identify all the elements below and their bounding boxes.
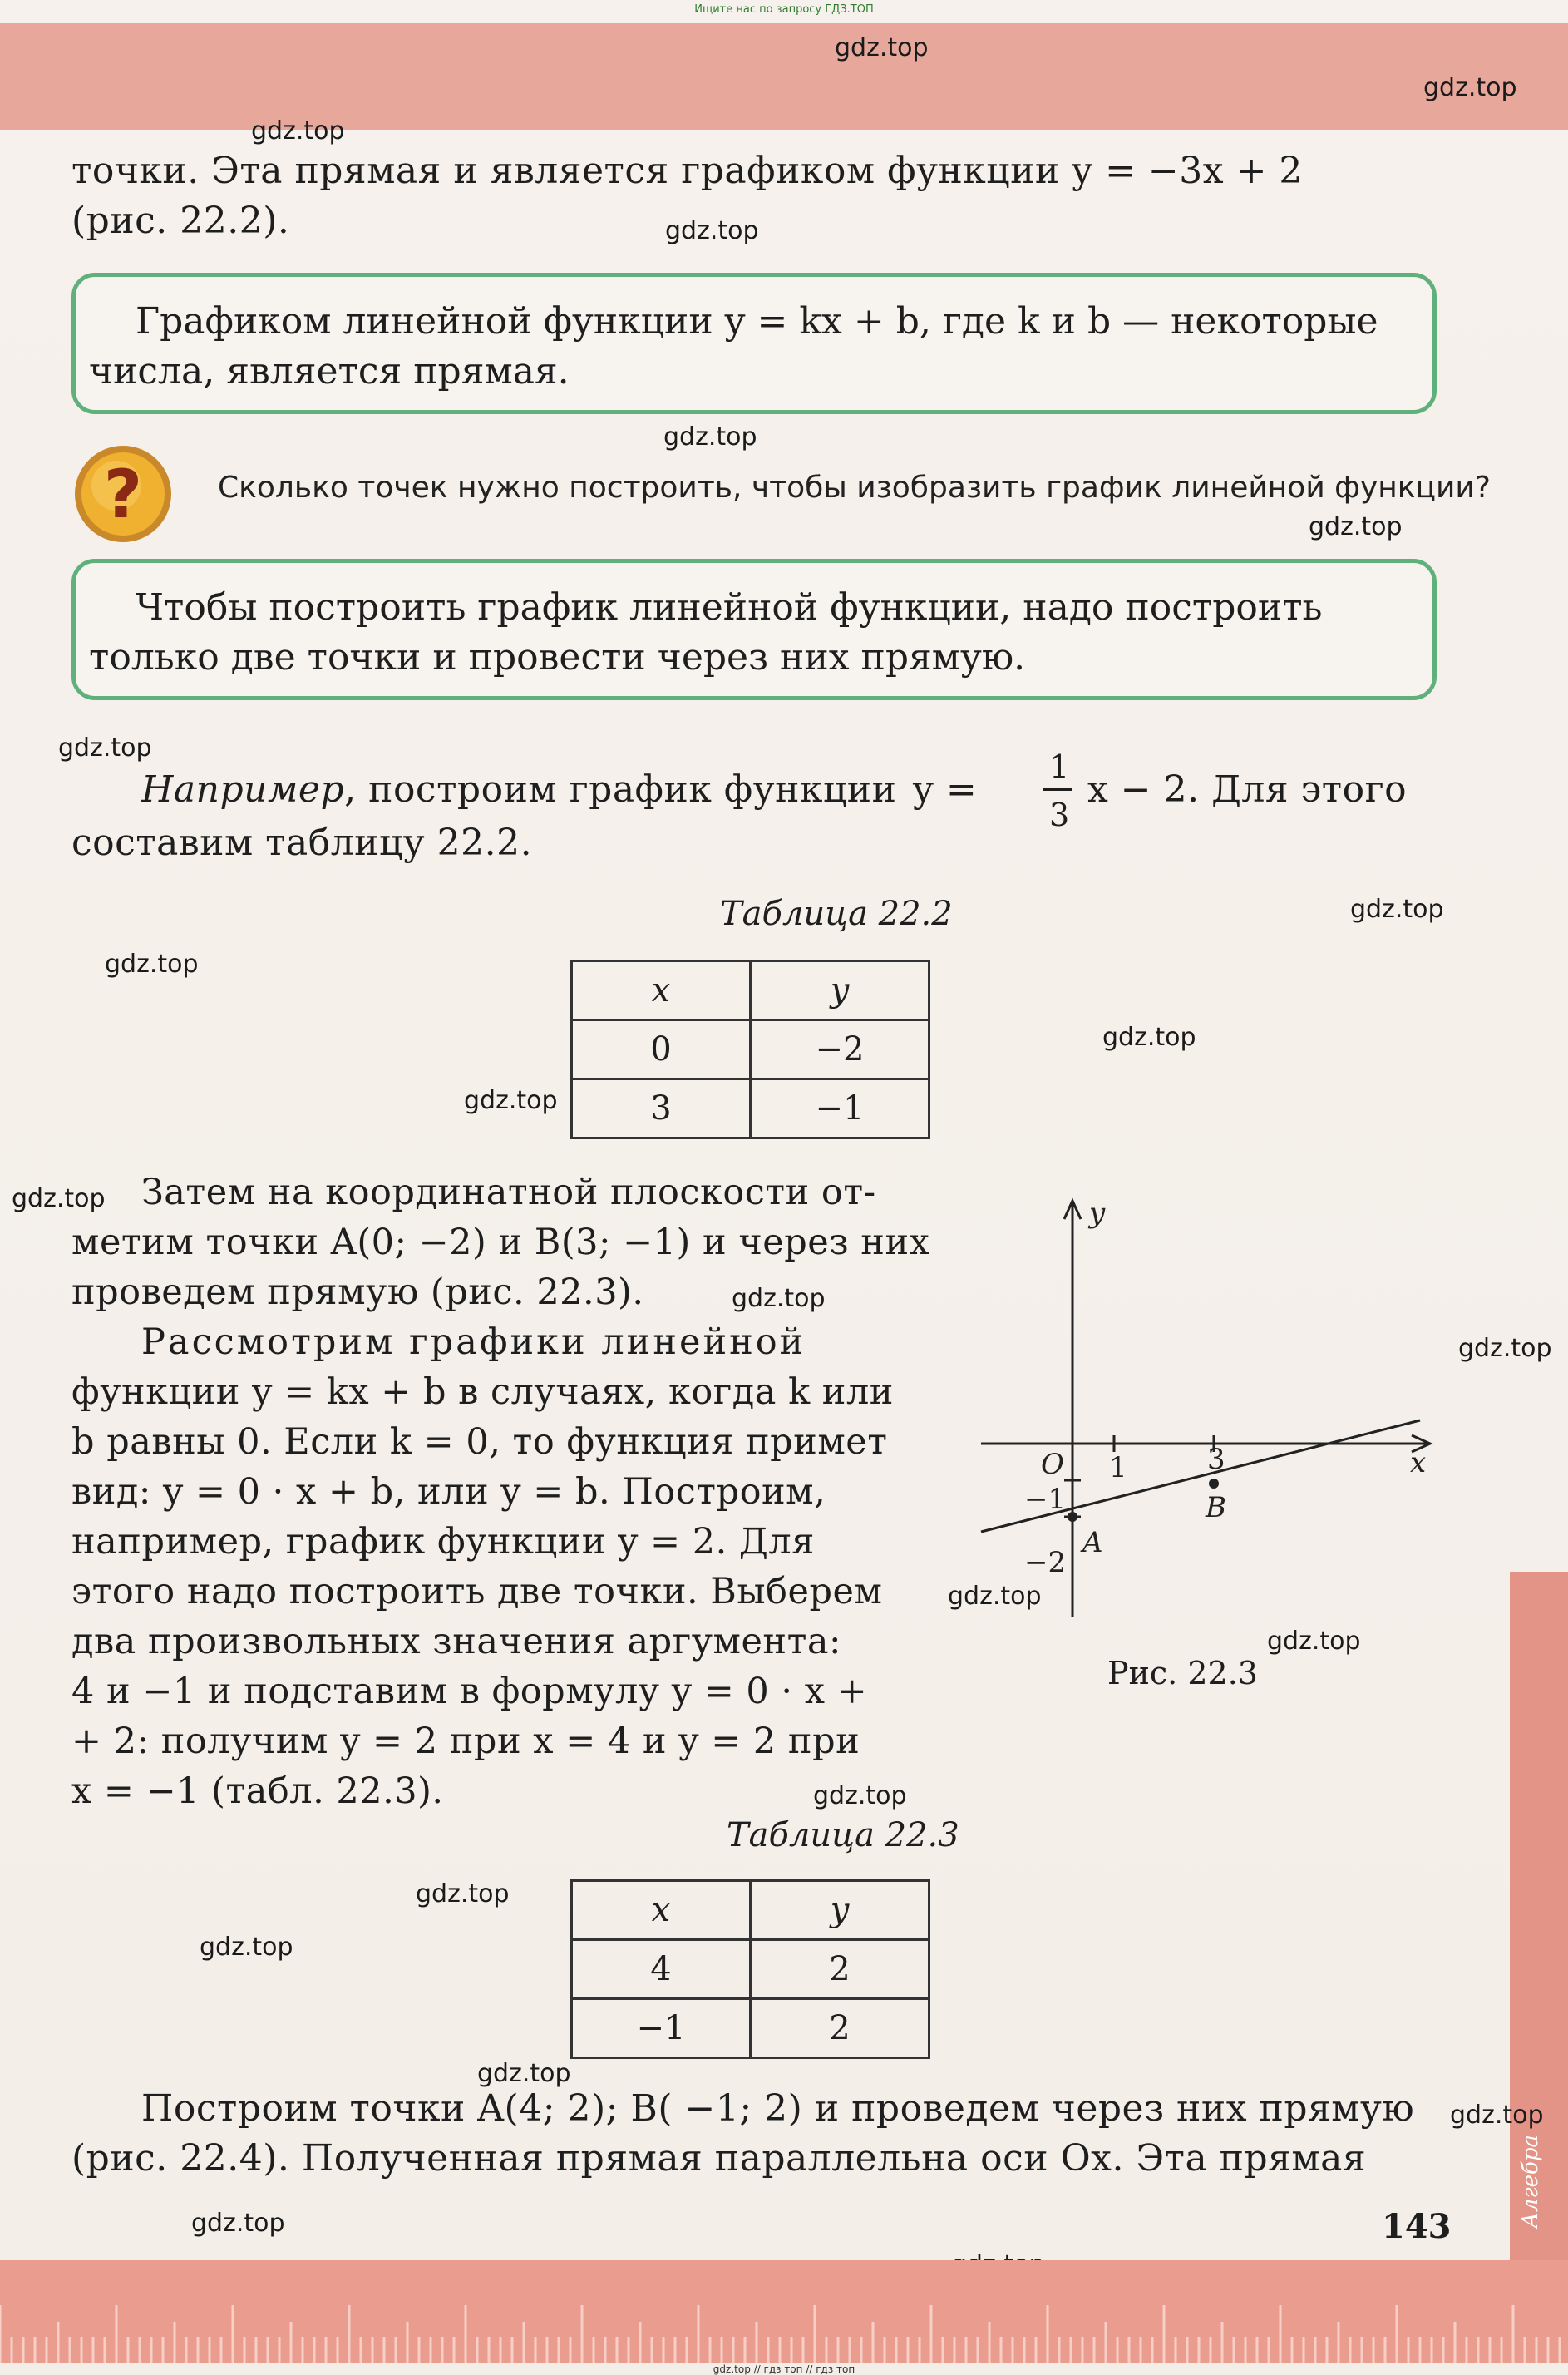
fraction-numerator: 1 (1049, 748, 1070, 785)
table-caption: Таблица 22.3 (727, 1816, 959, 1854)
point-a-label: A (1082, 1526, 1103, 1559)
body-line: b равны 0. Если k = 0, то функция примет (71, 1421, 888, 1463)
watermark: gdz.top (1350, 895, 1444, 924)
table-cell: 3 (572, 1079, 751, 1138)
formula-rhs: x − 2. Для этого (1087, 768, 1408, 811)
watermark: gdz.top (58, 733, 152, 763)
table-header-cell: x (572, 1881, 751, 1940)
table-cell: 2 (751, 1999, 929, 2058)
watermark: gdz.top (663, 422, 757, 452)
watermark: gdz.top (1309, 512, 1403, 541)
question-mark-icon (71, 442, 175, 546)
bottom-watermark-banner: gdz.top // гдз топ // гдз топ (713, 2363, 855, 2375)
table-row (572, 1020, 929, 1079)
values-table (570, 1879, 930, 2059)
origin-label: O (1041, 1448, 1064, 1481)
formula-lhs: y = (913, 768, 978, 811)
closing-paragraph (71, 2084, 1452, 2184)
watermark: gdz.top (835, 33, 929, 62)
body-line: вид: y = 0 · x + b, или y = b. Построим, (71, 1471, 826, 1513)
values-table (570, 960, 930, 1139)
watermark: gdz.top (813, 1781, 907, 1810)
watermark: gdz.top (1423, 73, 1517, 102)
table-cell: 4 (572, 1940, 751, 1999)
ruler-ticks (0, 2260, 1568, 2363)
y-axis-label: y (1089, 1197, 1106, 1230)
table-header-cell: y (751, 961, 929, 1020)
example-text: , построим график функции (344, 768, 897, 811)
table-row (572, 1940, 929, 1999)
watermark: gdz.top (1458, 1334, 1552, 1363)
definition-line: Графиком линейной функции y = kx + b, где k и b — некоторые (136, 300, 1378, 343)
example-line: составим таблицу 22.2. (71, 822, 533, 864)
watermark: gdz.top (1450, 2101, 1544, 2130)
table-caption: Таблица 22.2 (720, 895, 953, 933)
body-line: например, график функции y = 2. Для (71, 1521, 815, 1563)
closing-line: (рис. 22.4). Полученная прямая параллельна оси Ox. Эта прямая (71, 2137, 1367, 2180)
x-tick-label-1: 1 (1109, 1451, 1127, 1484)
definition-box (71, 273, 1437, 414)
question-text: Сколько точек нужно построить, чтобы изобразить график линейной функции? (218, 471, 1491, 505)
table-header-cell: y (751, 1881, 929, 1940)
point-b-marker (1209, 1479, 1219, 1489)
table-cell: 2 (751, 1940, 929, 1999)
x-axis-label: x (1410, 1446, 1427, 1479)
svg-text:?: ? (103, 456, 143, 533)
table-cell: −1 (751, 1079, 929, 1138)
body-line: два произвольных значения аргумента: (71, 1621, 841, 1662)
rule-line: Чтобы построить график линейной функции, надо построить (136, 586, 1323, 629)
table-cell: −1 (572, 1999, 751, 2058)
body-line: проведем прямую (рис. 22.3). (71, 1271, 644, 1313)
rule-text (89, 583, 1323, 683)
decorative-ruler-strip (0, 2260, 1568, 2363)
top-color-band (0, 23, 1568, 130)
table-header-cell: x (572, 961, 751, 1020)
x-tick-label-3: 3 (1207, 1443, 1225, 1476)
watermark: gdz.top (251, 116, 345, 146)
body-line: функции y = kx + b в случаях, когда k или (71, 1371, 894, 1413)
side-tab-label: Алгебра (1518, 2135, 1543, 2229)
definition-line: числа, является прямая. (89, 350, 570, 393)
watermark: gdz.top (665, 216, 759, 245)
watermark: gdz.top (464, 1086, 558, 1115)
body-line: x = −1 (табл. 22.3). (71, 1770, 444, 1812)
top-watermark-banner: Ищите нас по запросу ГДЗ.ТОП (694, 3, 874, 16)
example-line (71, 748, 1452, 833)
paragraph-intro (71, 146, 1452, 246)
table-row (572, 1999, 929, 2058)
watermark: gdz.top (12, 1184, 106, 1213)
watermark: gdz.top (191, 2209, 285, 2238)
table-cell: 0 (572, 1020, 751, 1079)
table-row (572, 1079, 929, 1138)
body-line: Затем на координатной плоскости от- (141, 1172, 876, 1213)
figure-coordinate-plane (948, 1184, 1463, 1650)
body-line: Рассмотрим графики линейной (141, 1321, 806, 1363)
page-number: 143 (1382, 2207, 1452, 2246)
y-tick-label-minus2: −2 (1024, 1546, 1067, 1579)
body-text-block (71, 1168, 953, 1816)
watermark: gdz.top (732, 1284, 826, 1313)
body-line: этого надо построить две точки. Выберем (71, 1571, 883, 1612)
body-line: 4 и −1 и подставим в формулу y = 0 · x + (71, 1671, 868, 1712)
watermark: gdz.top (200, 1933, 293, 1962)
table-cell: −2 (751, 1020, 929, 1079)
body-line: + 2: получим y = 2 при x = 4 и y = 2 при (71, 1721, 860, 1762)
watermark: gdz.top (1267, 1627, 1361, 1656)
point-b-label: B (1206, 1491, 1226, 1524)
watermark: gdz.top (477, 2059, 571, 2088)
watermark: gdz.top (105, 950, 199, 979)
fraction-denominator: 3 (1049, 797, 1070, 833)
y-tick-label-minus1: −1 (1024, 1483, 1067, 1516)
example-emphasis: Например (141, 768, 345, 811)
paragraph-line: точки. Эта прямая и является графиком функции y = −3x + 2 (71, 150, 1303, 192)
rule-line: только две точки и провести через них прямую. (89, 636, 1026, 679)
body-line: метим точки A(0; −2) и B(3; −1) и через них (71, 1222, 930, 1263)
paragraph-line: (рис. 22.2). (71, 200, 290, 242)
watermark: gdz.top (1102, 1023, 1196, 1052)
closing-line: Построим точки A(4; 2); B( −1; 2) и проведем через них прямую (141, 2087, 1415, 2130)
section-side-tab (1510, 1572, 1568, 2262)
example-paragraph (71, 748, 1452, 868)
rule-box (71, 559, 1437, 700)
figure-caption: Рис. 22.3 (1107, 1655, 1258, 1691)
table-header-row (572, 961, 929, 1020)
watermark: gdz.top (416, 1879, 510, 1908)
table-header-row (572, 1881, 929, 1940)
watermark: gdz.top (948, 1582, 1042, 1611)
point-a-marker (1068, 1512, 1077, 1522)
definition-text (89, 297, 1378, 397)
